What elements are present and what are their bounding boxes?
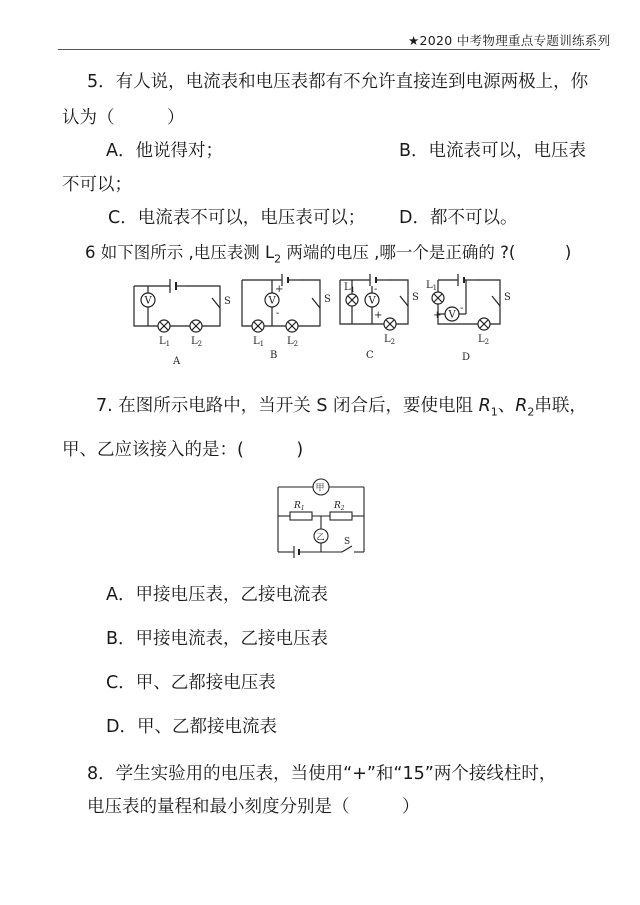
- q5-option-b-continued: 不可以；: [62, 175, 132, 195]
- svg-text:L1: $L_1$: [344, 282, 356, 294]
- q7-option-c: C．甲、乙都接电压表: [106, 673, 276, 693]
- svg-text:-: -: [276, 308, 280, 319]
- svg-text:V: V: [368, 295, 376, 307]
- q7-stem-line2: 甲、乙应该接入的是：( ): [62, 440, 304, 460]
- svg-text:+: +: [433, 310, 442, 321]
- switch-icon: [312, 298, 320, 308]
- q6-circuit-d: [426, 274, 511, 363]
- q7-stem-line1: 7. 在图所示电路中，当开关 S 闭合后，要使电阻 $R_1$、$R_2$串联，: [96, 396, 587, 419]
- svg-text:L1: $L_1$: [426, 280, 438, 292]
- svg-text:S: S: [224, 296, 231, 307]
- q8-stem-line1: 8．学生实验用的电压表，当使用“+”和“15”两个接线柱时，: [87, 764, 557, 784]
- svg-text:V: V: [448, 309, 456, 321]
- q6-circuit-figures: [120, 268, 520, 372]
- svg-text:+: +: [374, 310, 383, 321]
- svg-text:L1: $L_1$: [159, 336, 171, 348]
- svg-text:L2: $L_2$: [191, 336, 203, 348]
- q7-option-a: A．甲接电压表，乙接电流表: [106, 585, 328, 605]
- q5-option-a: A．他说得对；: [106, 141, 223, 161]
- svg-text:S: S: [344, 537, 351, 547]
- svg-text:-: -: [374, 284, 378, 295]
- q6-circuit-c: [340, 274, 419, 361]
- q5-option-d: D．都不可以。: [399, 208, 518, 228]
- q7-option-d: D．甲、乙都接电流表: [106, 717, 277, 737]
- q7-option-b: B．甲接电流表，乙接电压表: [106, 629, 329, 649]
- svg-text:L1: $L_1$: [253, 336, 265, 348]
- header-rule: [58, 49, 600, 50]
- svg-text:甲: 甲: [315, 483, 325, 494]
- svg-text:L2: $L_2$: [478, 334, 490, 346]
- series-title: ★2020 中考物理重点专题训练系列: [408, 33, 611, 48]
- svg-text:乙: 乙: [316, 532, 325, 542]
- q6-stem: 6 如下图所示 ,电压表测 $L_2$ 两端的电压 ,哪一个是正确的 ?( ): [85, 243, 572, 266]
- q5-stem-line2: 认为（ ）: [62, 108, 185, 128]
- svg-text:R2: $R_2$: [334, 501, 345, 512]
- svg-text:+: +: [275, 284, 284, 295]
- svg-text:L2: $L_2$: [287, 336, 299, 348]
- q5-option-b: B．电流表可以，电压表: [399, 141, 587, 161]
- q6-circuit-b: [242, 274, 331, 361]
- svg-text:S: S: [504, 292, 511, 303]
- svg-text:S: S: [324, 294, 331, 305]
- q7-circuit-figure: [270, 476, 372, 558]
- switch-icon: [212, 298, 220, 308]
- svg-text:L2: $L_2$: [384, 334, 396, 346]
- svg-text:A: A: [173, 356, 181, 367]
- svg-text:-: -: [460, 303, 464, 314]
- svg-text:R1: $R_1$: [294, 501, 305, 512]
- svg-text:V: V: [144, 295, 152, 307]
- switch-icon: [400, 296, 408, 306]
- q6-circuit-a: [134, 279, 231, 367]
- resistor-r1-icon: [290, 512, 312, 520]
- svg-text:S: S: [412, 292, 419, 303]
- svg-text:C: C: [366, 350, 374, 361]
- switch-icon: [492, 296, 500, 306]
- resistor-r2-icon: [330, 512, 352, 520]
- svg-text:D: D: [462, 352, 471, 363]
- svg-text:V: V: [268, 295, 276, 307]
- q5-stem-line1: 5．有人说，电流表和电压表都有不允许直接连到电源两极上，你: [87, 72, 589, 92]
- svg-text:B: B: [270, 350, 278, 361]
- q8-stem-line2: 电压表的量程和最小刻度分别是（ ）: [87, 797, 420, 817]
- q5-option-c: C．电流表不可以，电压表可以；: [108, 208, 366, 228]
